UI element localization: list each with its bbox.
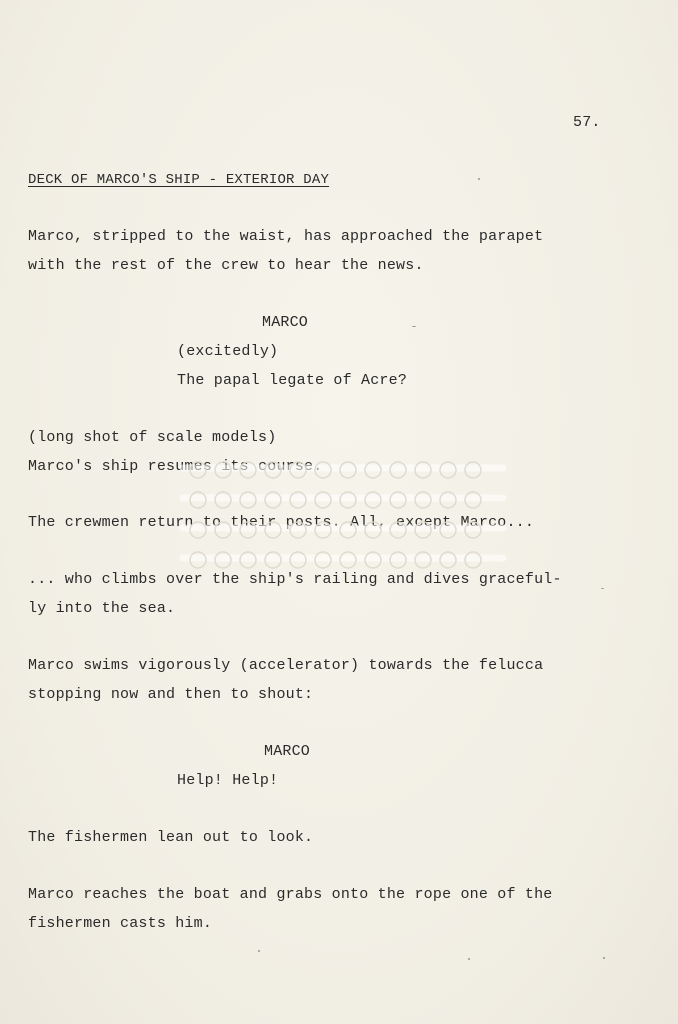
action-line: fishermen casts him.: [28, 915, 213, 932]
action-line: ... who climbs over the ship's railing and dives graceful-: [28, 571, 562, 588]
scene-heading: DECK OF MARCO'S SHIP - EXTERIOR DAY: [28, 172, 330, 188]
action-line: The crewmen return to their posts. All, except Marco...: [28, 514, 535, 531]
paper-speck: [412, 326, 416, 327]
page-number: 57.: [573, 114, 601, 131]
paper-speck: [603, 957, 605, 959]
action-line: Marco, stripped to the waist, has approached the parapet: [28, 228, 544, 245]
action-line: Marco reaches the boat and grabs onto the rope one of the: [28, 886, 553, 903]
paper-speck: [258, 950, 260, 952]
paper-speck: [468, 958, 470, 960]
action-line: stopping now and then to shout:: [28, 686, 314, 703]
parenthetical: (excitedly): [177, 343, 279, 360]
action-line: Marco swims vigorously (accelerator) towards the felucca: [28, 657, 544, 674]
dialogue-line: Help! Help!: [177, 772, 279, 789]
paper-speck: [601, 588, 604, 589]
paper-speck: [478, 178, 480, 180]
character-name: MARCO: [264, 743, 311, 760]
dialogue-line: The papal legate of Acre?: [177, 372, 408, 389]
action-line: (long shot of scale models): [28, 429, 277, 446]
action-line: The fishermen lean out to look.: [28, 829, 314, 846]
character-name: MARCO: [262, 314, 309, 331]
action-line: ly into the sea.: [28, 600, 176, 617]
action-line: Marco's ship resumes its course.: [28, 458, 323, 475]
action-line: with the rest of the crew to hear the news.: [28, 257, 424, 274]
